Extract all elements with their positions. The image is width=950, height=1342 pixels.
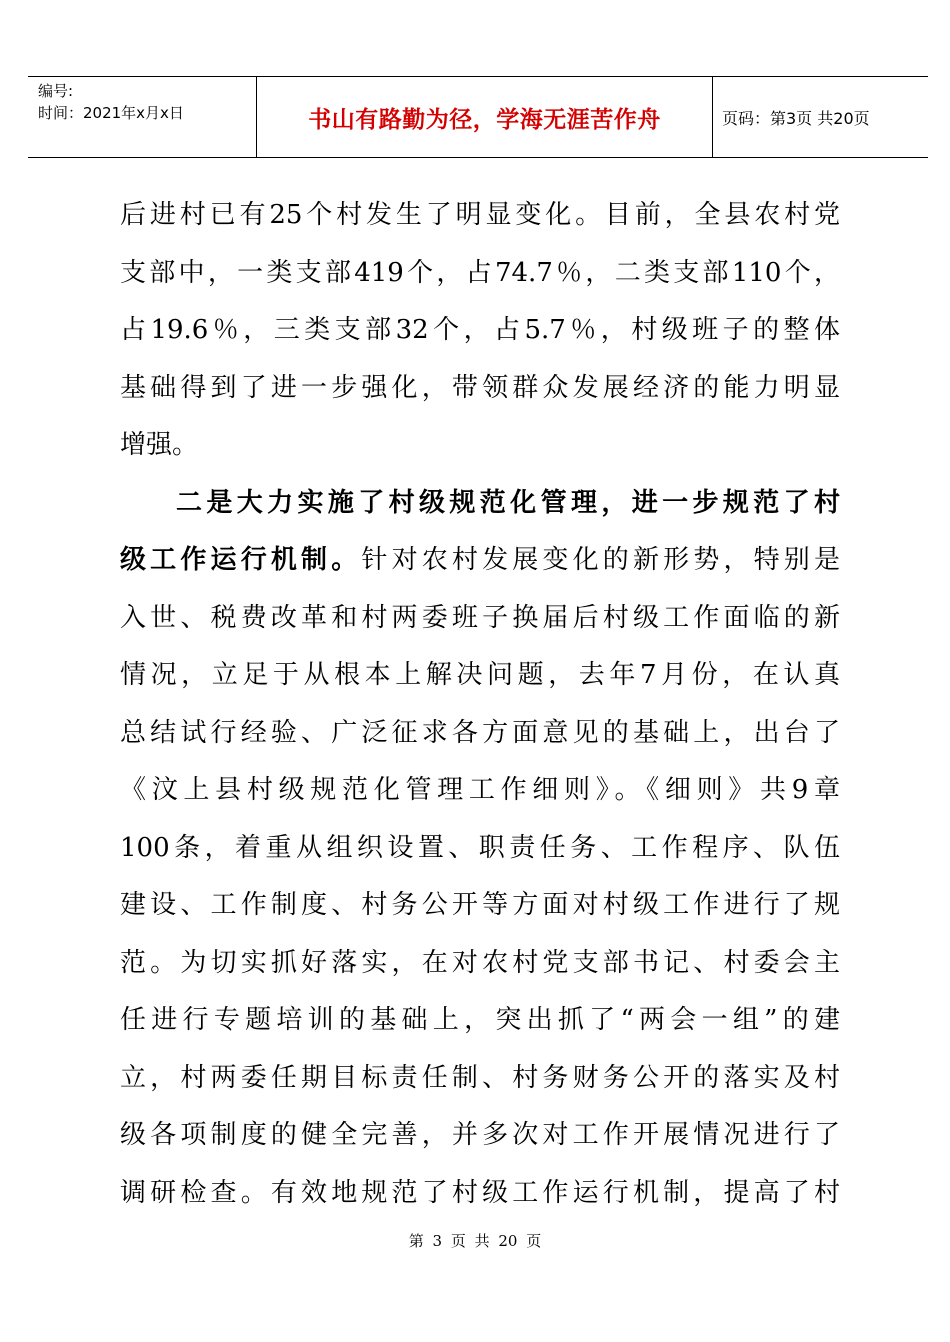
header-meta-cell (28, 77, 256, 157)
text-line: 后进村已有25个村发生了明显变化。目前，全县农村党 (120, 200, 840, 230)
text-line: 增强。 (120, 430, 199, 460)
text-line: 基础得到了进一步强化，带领群众发展经济的能力明显 (120, 372, 840, 403)
text-line: 任进行专题培训的基础上，突出抓了“两会一组”的建 (120, 1005, 840, 1035)
page-footer: 第 3 页 共 20 页 (408, 1232, 542, 1250)
header-page-cell (712, 77, 928, 157)
header-page-number: 页码：第3页 共20页 (722, 109, 870, 128)
text-line-continued: 针对农村发展变化的新形势，特别是 (361, 545, 840, 575)
text-line: 支部中，一类支部419个，占74.7％，二类支部110个， (120, 257, 840, 288)
text-line: 级各项制度的健全完善，并多次对工作开展情况进行了 (120, 1120, 840, 1150)
text-line: 立，村两委任期目标责任制、村务财务公开的落实及村 (120, 1062, 840, 1093)
document-time: 时间：2021年x月x日 (38, 104, 184, 122)
header-motto-cell (256, 77, 713, 157)
text-line: 建设、工作制度、村务公开等方面对村级工作进行了规 (120, 890, 840, 920)
text-line: 占19.6％，三类支部32个，占5.7％，村级班子的整体 (120, 315, 840, 345)
text-line: 范。为切实抓好落实，在对农村党支部书记、村委会主 (120, 947, 840, 978)
document-number: 编号: (38, 82, 74, 100)
bold-heading-end: 级工作运行机制。 (120, 545, 362, 575)
text-line: 情况，立足于从根本上解决问题，去年7月份，在认真 (120, 660, 840, 690)
text-line (120, 532, 840, 590)
text-line: 调研检查。有效地规范了村级工作运行机制，提高了村 (120, 1177, 840, 1208)
page-header (28, 76, 928, 158)
text-line: 《汶上县村级规范化管理工作细则》。《细则》共9章 (120, 775, 840, 805)
text-line: 入世、税费改革和村两委班子换届后村级工作面临的新 (120, 602, 840, 633)
text-line: 总结试行经验、广泛征求各方面意见的基础上，出台了 (120, 717, 840, 748)
header-motto: 书山有路勤为径，学海无涯苦作舟 (308, 106, 661, 133)
text-line: 100条，着重从组织设置、职责任务、工作程序、队伍 (120, 832, 840, 863)
body-text (120, 187, 840, 1222)
bold-heading-line: 二是大力实施了村级规范化管理，进一步规范了村 (176, 487, 840, 518)
